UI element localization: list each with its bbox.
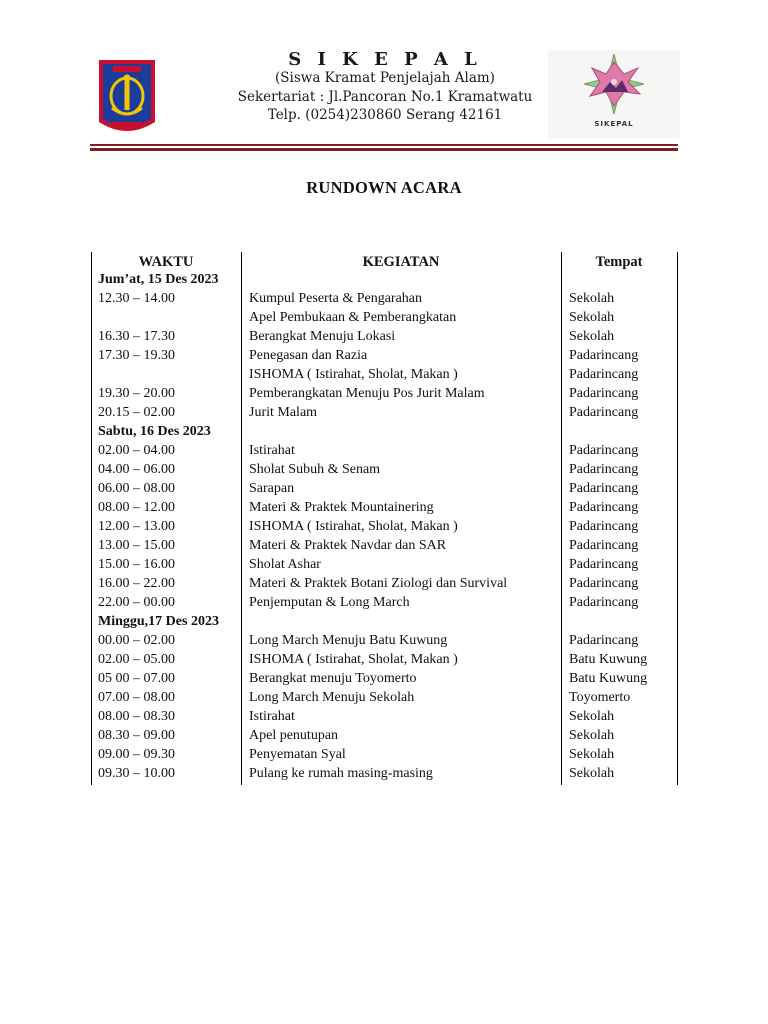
time-cell: 20.15 – 02.00 bbox=[98, 405, 175, 420]
activity-cell: Apel penutupan bbox=[249, 728, 339, 743]
time-cell: 22.00 – 00.00 bbox=[98, 595, 175, 610]
place-cell: Padarincang bbox=[569, 538, 639, 553]
activity-cell: Pemberangkatan Menuju Pos Jurit Malam bbox=[249, 386, 485, 401]
column-header-waktu: WAKTU bbox=[138, 254, 194, 270]
place-cell: Padarincang bbox=[569, 500, 639, 515]
activity-cell: ISHOMA ( Istirahat, Sholat, Makan ) bbox=[249, 519, 458, 534]
table-row bbox=[0, 289, 768, 308]
activity-cell: Istirahat bbox=[249, 443, 295, 458]
time-cell: 17.30 – 19.30 bbox=[98, 348, 175, 363]
table-row bbox=[0, 327, 768, 346]
activity-cell: Long March Menuju Sekolah bbox=[249, 690, 415, 705]
activity-cell: Istirahat bbox=[249, 709, 295, 724]
place-cell: Sekolah bbox=[569, 766, 615, 781]
time-cell: 09.30 – 10.00 bbox=[98, 766, 175, 781]
place-cell: Padarincang bbox=[569, 348, 639, 363]
place-cell: Padarincang bbox=[569, 443, 639, 458]
document-title: RUNDOWN ACARA bbox=[306, 178, 462, 197]
time-cell: 13.00 – 15.00 bbox=[98, 538, 175, 553]
time-cell: 06.00 – 08.00 bbox=[98, 481, 175, 496]
time-cell: 16.00 – 22.00 bbox=[98, 576, 175, 591]
time-cell: 08.00 – 12.00 bbox=[98, 500, 175, 515]
sikepal-star-compass-icon bbox=[578, 52, 650, 118]
table-row bbox=[0, 403, 768, 422]
activity-cell: Penjemputan & Long March bbox=[249, 595, 410, 610]
place-cell: Sekolah bbox=[569, 728, 615, 743]
day-header-row bbox=[0, 270, 768, 289]
column-header-kegiatan: KEGIATAN bbox=[362, 254, 440, 270]
activity-cell: Pulang ke rumah masing-masing bbox=[249, 766, 433, 781]
place-cell: Sekolah bbox=[569, 291, 615, 306]
time-cell: 12.30 – 14.00 bbox=[98, 291, 175, 306]
table-row bbox=[0, 479, 768, 498]
place-cell: Padarincang bbox=[569, 367, 639, 382]
org-name: S I K E P A L bbox=[288, 49, 482, 70]
activity-cell: Long March Menuju Batu Kuwung bbox=[249, 633, 448, 648]
place-cell: Padarincang bbox=[569, 386, 639, 401]
table-row bbox=[0, 460, 768, 479]
day-label: Sabtu, 16 Des 2023 bbox=[98, 424, 211, 439]
activity-cell: Sholat Ashar bbox=[249, 557, 321, 572]
org-address: Sekertariat : Jl.Pancoran No.1 Kramatwatu bbox=[237, 89, 533, 105]
place-cell: Toyomerto bbox=[569, 690, 631, 705]
time-cell: 04.00 – 06.00 bbox=[98, 462, 175, 477]
place-cell: Padarincang bbox=[569, 576, 639, 591]
rundown-table-body bbox=[0, 270, 768, 783]
activity-cell: Sarapan bbox=[249, 481, 295, 496]
activity-cell: Sholat Subuh & Senam bbox=[249, 462, 381, 477]
time-cell: 08.30 – 09.00 bbox=[98, 728, 175, 743]
table-row bbox=[0, 764, 768, 783]
place-cell: Padarincang bbox=[569, 462, 639, 477]
table-row bbox=[0, 574, 768, 593]
table-row bbox=[0, 745, 768, 764]
table-row bbox=[0, 365, 768, 384]
place-cell: Batu Kuwung bbox=[569, 671, 648, 686]
table-row bbox=[0, 346, 768, 365]
activity-cell: Apel Pembukaan & Pemberangkatan bbox=[249, 310, 457, 325]
activity-cell: Kumpul Peserta & Pengarahan bbox=[249, 291, 423, 306]
sikepal-logo bbox=[548, 50, 680, 138]
place-cell: Sekolah bbox=[569, 709, 615, 724]
time-cell: 02.00 – 05.00 bbox=[98, 652, 175, 667]
time-cell: 16.30 – 17.30 bbox=[98, 329, 175, 344]
time-cell: 12.00 – 13.00 bbox=[98, 519, 175, 534]
activity-cell: Materi & Praktek Mountainering bbox=[249, 500, 434, 515]
place-cell: Padarincang bbox=[569, 519, 639, 534]
time-cell: 02.00 – 04.00 bbox=[98, 443, 175, 458]
place-cell: Batu Kuwung bbox=[569, 652, 648, 667]
day-header-row bbox=[0, 612, 768, 631]
time-cell: 00.00 – 02.00 bbox=[98, 633, 175, 648]
activity-cell: ISHOMA ( Istirahat, Sholat, Makan ) bbox=[249, 652, 458, 667]
activity-cell: Jurit Malam bbox=[249, 405, 318, 420]
day-label: Jum’at, 15 Des 2023 bbox=[98, 272, 219, 287]
table-row bbox=[0, 517, 768, 536]
time-cell: 07.00 – 08.00 bbox=[98, 690, 175, 705]
table-row bbox=[0, 308, 768, 327]
day-label: Minggu,17 Des 2023 bbox=[98, 614, 219, 629]
column-header-tempat: Tempat bbox=[595, 254, 643, 270]
place-cell: Padarincang bbox=[569, 595, 639, 610]
table-row bbox=[0, 441, 768, 460]
activity-cell: Penegasan dan Razia bbox=[249, 348, 368, 363]
time-cell: 08.00 – 08.30 bbox=[98, 709, 175, 724]
time-cell: 19.30 – 20.00 bbox=[98, 386, 175, 401]
activity-cell: ISHOMA ( Istirahat, Sholat, Makan ) bbox=[249, 367, 458, 382]
table-row bbox=[0, 669, 768, 688]
activity-cell: Penyematan Syal bbox=[249, 747, 346, 762]
time-cell: 05 00 – 07.00 bbox=[98, 671, 175, 686]
activity-cell: Berangkat Menuju Lokasi bbox=[249, 329, 396, 344]
table-row bbox=[0, 726, 768, 745]
day-header-row bbox=[0, 422, 768, 441]
table-row bbox=[0, 631, 768, 650]
place-cell: Padarincang bbox=[569, 633, 639, 648]
place-cell: Padarincang bbox=[569, 405, 639, 420]
place-cell: Sekolah bbox=[569, 329, 615, 344]
activity-cell: Berangkat menuju Toyomerto bbox=[249, 671, 417, 686]
table-row bbox=[0, 650, 768, 669]
org-subtitle: (Siswa Kramat Penjelajah Alam) bbox=[275, 70, 495, 86]
org-phone: Telp. (0254)230860 Serang 42161 bbox=[267, 107, 503, 123]
table-row bbox=[0, 384, 768, 403]
table-row bbox=[0, 498, 768, 517]
sikepal-logo-label: SIKEPAL bbox=[594, 120, 634, 128]
place-cell: Padarincang bbox=[569, 557, 639, 572]
table-row bbox=[0, 555, 768, 574]
header-rule-thick bbox=[90, 148, 678, 151]
time-cell: 09.00 – 09.30 bbox=[98, 747, 175, 762]
activity-cell: Materi & Praktek Navdar dan SAR bbox=[249, 538, 447, 553]
place-cell: Sekolah bbox=[569, 747, 615, 762]
school-emblem-icon bbox=[96, 56, 158, 138]
time-cell: 15.00 – 16.00 bbox=[98, 557, 175, 572]
table-row bbox=[0, 536, 768, 555]
table-row bbox=[0, 707, 768, 726]
place-cell: Padarincang bbox=[569, 481, 639, 496]
place-cell: Sekolah bbox=[569, 310, 615, 325]
table-row bbox=[0, 593, 768, 612]
activity-cell: Materi & Praktek Botani Ziologi dan Survival bbox=[249, 576, 508, 591]
table-row bbox=[0, 688, 768, 707]
header-rule-thin bbox=[90, 144, 678, 146]
